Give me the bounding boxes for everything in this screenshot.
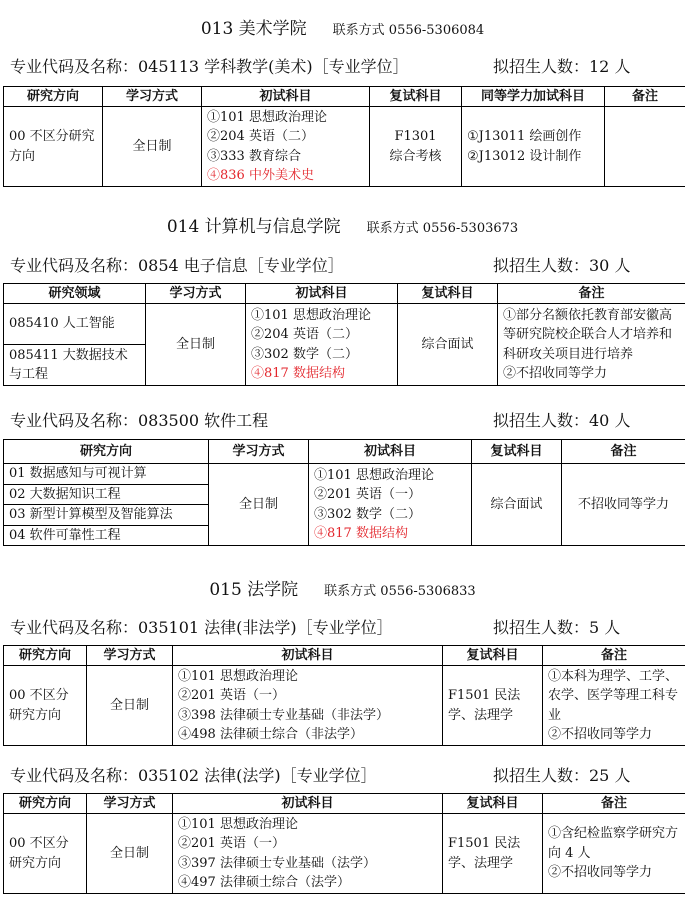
major-label: 专业代码及名称：035102 法律(法学)［专业学位］ [10,766,377,785]
col-header: 备注 [605,87,685,107]
section-heading-015 [0,575,685,600]
table-083500 [3,439,685,546]
exam-item-highlight: ④817 数据结构 [251,366,345,381]
retest-subjects: F1501 民法学、法理学 [443,666,543,746]
enrollment-quota: 拟招生人数：25 人 [493,766,631,785]
research-direction: 03 新型计算模型及智能算法 [4,505,209,526]
exam-subjects [246,304,398,386]
research-direction: 02 大数据知识工程 [4,484,209,505]
enrollment-quota: 拟招生人数：12 人 [493,57,631,76]
remark-item: ①含纪检监察学研究方向 4 人 [548,826,679,861]
exam-item: ②204 英语（二） [251,327,358,342]
enrollment-quota: 拟招生人数：40 人 [493,411,631,430]
major-label: 专业代码及名称：045113 学科教学(美术)［专业学位］ [10,57,409,76]
retest-code: F1301 [394,129,437,144]
exam-item: ②201 英语（一） [178,688,285,703]
remark-item: ②不招收同等学力 [503,366,608,381]
exam-item: ①101 思想政治理论 [251,307,371,323]
table-header-row [4,440,685,464]
col-header: 初试科目 [246,284,398,304]
col-header: 研究方向 [4,646,87,666]
table-035101 [3,645,685,746]
research-field: 085411 大数据技术与工程 [4,345,146,386]
study-mode: 全日制 [209,464,309,546]
table-row [4,464,685,485]
enrollment-quota: 拟招生人数：5 人 [493,618,621,637]
table-row [4,814,685,894]
col-header: 复试科目 [472,440,562,464]
exam-subjects [173,666,443,746]
major-label: 专业代码及名称：083500 软件工程 [10,411,269,430]
col-header: 备注 [498,284,685,304]
exam-item: ④498 法律硕士综合（非法学） [178,727,363,742]
major-line-035102 [10,763,680,785]
research-field: 085410 人工智能 [4,304,146,345]
table-header-row [4,87,685,107]
extra-exam-subjects [462,107,605,187]
col-header: 复试科目 [398,284,498,304]
major-line-045113 [10,54,680,76]
col-header: 初试科目 [309,440,472,464]
remarks: 不招收同等学力 [562,464,685,546]
col-header: 学习方式 [87,646,173,666]
remarks [498,304,685,386]
table-header-row [4,284,685,304]
research-direction: 00 不区分研究方向 [4,814,87,894]
study-mode: 全日制 [146,304,246,386]
school-title: 014 计算机与信息学院 [166,217,341,237]
col-header: 备注 [562,440,685,464]
retest-subjects [370,107,462,187]
major-line-083500 [10,408,680,430]
remark-item: ②不招收同等学力 [548,727,653,742]
major-line-035101 [10,615,680,637]
exam-item: ②201 英语（一） [314,487,421,502]
col-header: 研究领域 [4,284,146,304]
research-direction: 00 不区分研究方向 [4,107,103,187]
col-header: 初试科目 [202,87,370,107]
col-header: 初试科目 [173,794,443,814]
col-header: 同等学力加试科目 [462,87,605,107]
major-line-0854 [10,253,680,275]
table-header-row [4,794,685,814]
exam-item: ③397 法律硕士专业基础（法学） [178,855,376,871]
col-header: 备注 [543,646,685,666]
extra-exam-item: ①J13011 绘画创作 [467,129,582,144]
exam-item: ②201 英语（一） [178,836,285,851]
col-header: 复试科目 [443,794,543,814]
table-row [4,666,685,746]
col-header: 复试科目 [370,87,462,107]
major-label: 专业代码及名称：0854 电子信息［专业学位］ [10,256,344,275]
table-045113 [3,86,685,187]
exam-item: ③398 法律硕士专业基础（非法学） [178,707,389,723]
exam-item-highlight: ④836 中外美术史 [207,168,314,183]
col-header: 学习方式 [209,440,309,464]
exam-item: ③302 数学（二） [251,346,358,362]
table-0854 [3,283,685,386]
table-035102 [3,793,685,894]
retest-name: 综合考核 [389,148,442,164]
research-direction: 01 数据感知与可视计算 [4,464,209,485]
extra-exam-item: ②J13012 设计制作 [467,148,582,164]
exam-item: ④497 法律硕士综合（法学） [178,875,350,890]
section-heading-013 [0,14,685,39]
research-direction: 00 不区分研究方向 [4,666,87,746]
school-contact: 联系方式 0556-5306084 [332,23,485,38]
remark-item: ①本科为理学、工学、农学、医学等理工科专业 [548,668,679,723]
remarks [605,107,685,187]
exam-subjects [309,464,472,546]
col-header: 研究方向 [4,87,103,107]
exam-item: ③333 教育综合 [207,148,301,164]
school-contact: 联系方式 0556-5306833 [324,584,476,599]
remark-item: ①部分名额依托教育部安徽高等研究院校企联合人才培养和科研攻关项目进行培养 [503,307,673,362]
col-header: 研究方向 [4,440,209,464]
study-mode: 全日制 [87,814,173,894]
school-contact: 联系方式 0556-5303673 [366,221,519,236]
col-header: 学习方式 [103,87,202,107]
col-header: 研究方向 [4,794,87,814]
col-header: 学习方式 [146,284,246,304]
exam-item: ①101 思想政治理论 [314,467,434,483]
table-header-row [4,646,685,666]
col-header: 学习方式 [87,794,173,814]
exam-item: ①101 思想政治理论 [178,816,298,832]
col-header: 备注 [543,794,685,814]
exam-item: ②204 英语（二） [207,129,314,144]
remarks [543,814,685,894]
col-header: 初试科目 [173,646,443,666]
school-title: 015 法学院 [209,580,299,600]
exam-item-highlight: ④817 数据结构 [314,526,408,541]
exam-item: ①101 思想政治理论 [207,109,327,125]
table-row [4,304,685,345]
exam-item: ①101 思想政治理论 [178,668,298,684]
study-mode: 全日制 [87,666,173,746]
enrollment-quota: 拟招生人数：30 人 [493,256,631,275]
col-header: 复试科目 [443,646,543,666]
major-label: 专业代码及名称：035101 法律(非法学)［专业学位］ [10,618,393,637]
exam-subjects [202,107,370,187]
exam-item: ③302 数学（二） [314,506,421,522]
section-heading-014 [0,212,685,237]
school-title: 013 美术学院 [200,19,307,39]
retest-subjects: 综合面试 [398,304,498,386]
study-mode: 全日制 [103,107,202,187]
remark-item: ②不招收同等学力 [548,865,653,881]
remarks [543,666,685,746]
exam-subjects [173,814,443,894]
retest-subjects: F1501 民法学、法理学 [443,814,543,894]
research-direction: 04 软件可靠性工程 [4,525,209,546]
table-row [4,107,685,187]
retest-subjects: 综合面试 [472,464,562,546]
